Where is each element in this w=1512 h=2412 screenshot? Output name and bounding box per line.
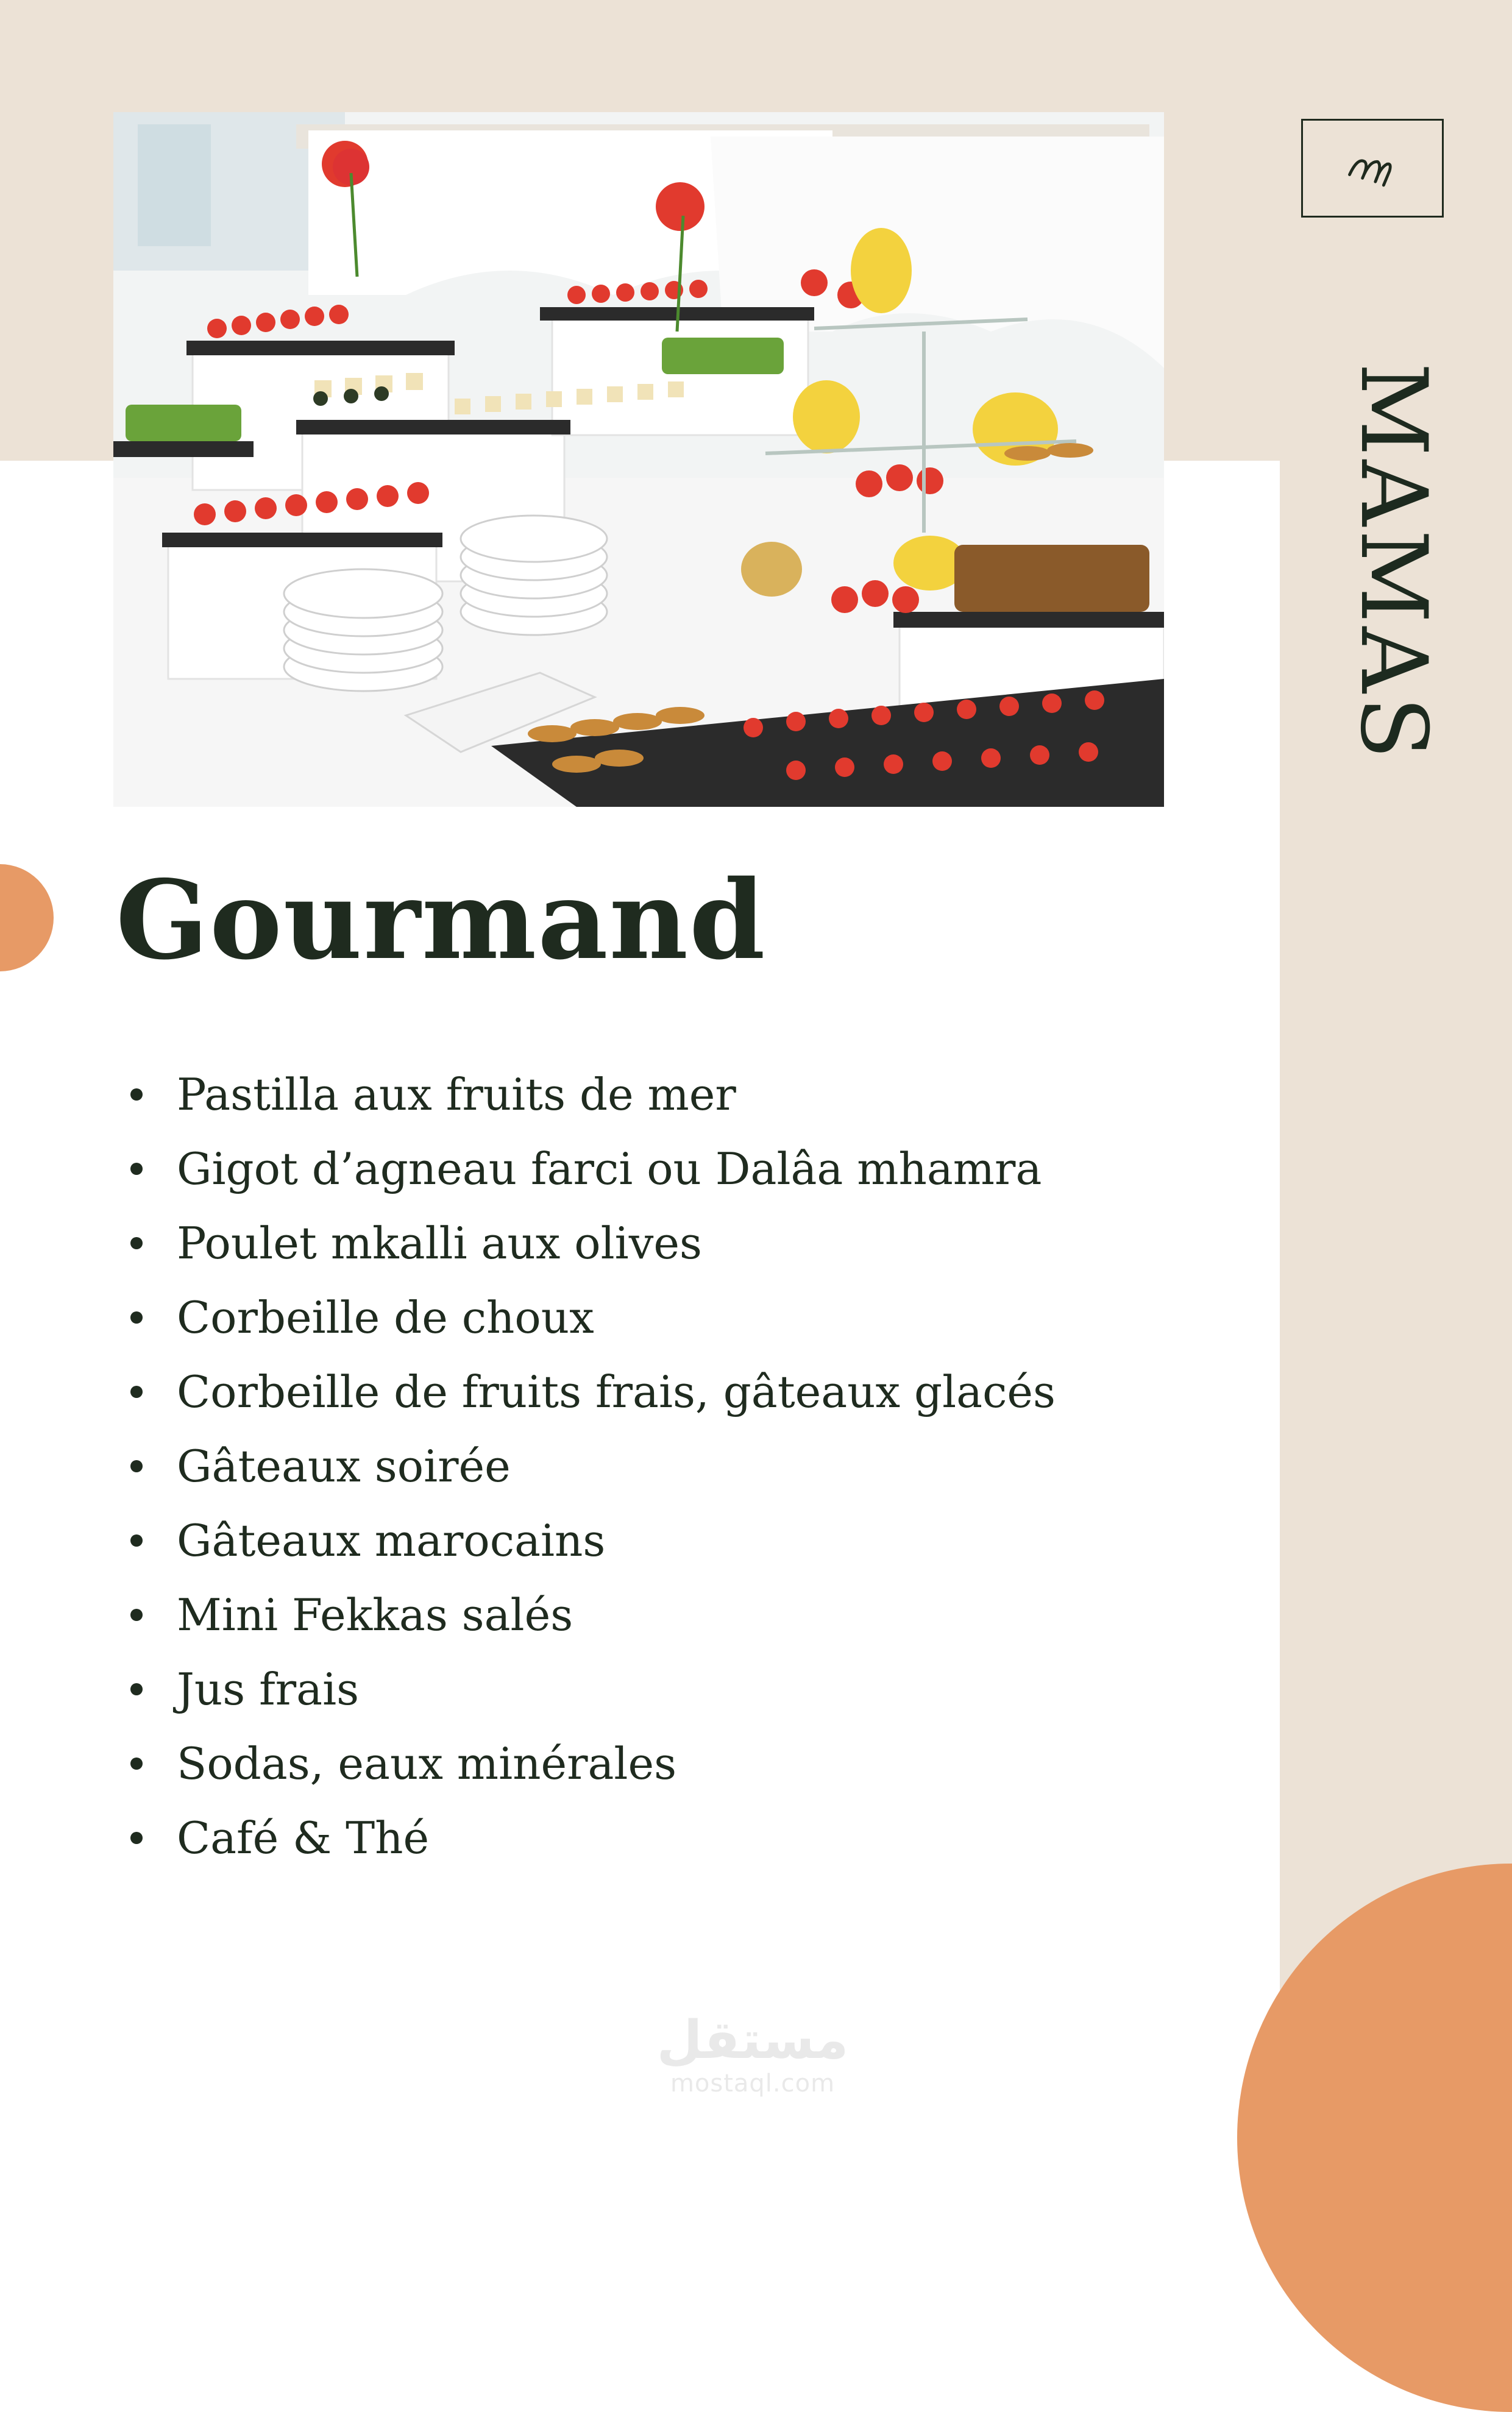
menu-item: Jus frais bbox=[128, 1652, 1056, 1726]
beige-side-band bbox=[1280, 0, 1512, 2138]
menu-list bbox=[128, 1057, 1056, 1875]
bullet-icon bbox=[130, 1609, 143, 1621]
menu-item: Mini Fekkas salés bbox=[128, 1578, 1056, 1652]
bullet-icon bbox=[130, 1088, 143, 1101]
logo-box bbox=[1301, 119, 1444, 218]
brand-name-vertical: MAMAS bbox=[1340, 363, 1446, 763]
watermark bbox=[652, 2011, 853, 2098]
menu-item: Poulet mkalli aux olives bbox=[128, 1206, 1056, 1280]
menu-item: Gâteaux soirée bbox=[128, 1429, 1056, 1503]
bullet-icon bbox=[130, 1163, 143, 1175]
menu-item: Sodas, eaux minérales bbox=[128, 1726, 1056, 1801]
buffet-photo bbox=[113, 112, 1164, 807]
bullet-icon bbox=[130, 1534, 143, 1547]
menu-item: Pastilla aux fruits de mer bbox=[128, 1057, 1056, 1132]
bullet-icon bbox=[130, 1386, 143, 1398]
bullet-icon bbox=[130, 1311, 143, 1324]
logo-monogram-icon bbox=[1303, 121, 1442, 216]
watermark-url: mostaql.com bbox=[670, 2070, 836, 2098]
menu-item: Corbeille de choux bbox=[128, 1280, 1056, 1355]
menu-item: Gâteaux marocains bbox=[128, 1503, 1056, 1578]
page-title: Gourmand bbox=[116, 856, 767, 984]
bullet-icon bbox=[130, 1460, 143, 1472]
menu-item: Café & Thé bbox=[128, 1801, 1056, 1875]
bullet-icon bbox=[130, 1683, 143, 1695]
menu-item: Gigot d’agneau farci ou Dalâa mhamra bbox=[128, 1132, 1056, 1206]
menu-item: Corbeille de fruits frais, gâteaux glacés bbox=[128, 1355, 1056, 1429]
bullet-icon bbox=[130, 1237, 143, 1249]
bullet-icon bbox=[130, 1832, 143, 1844]
bullet-icon bbox=[130, 1758, 143, 1770]
watermark-arabic: مستقل bbox=[656, 2010, 849, 2071]
